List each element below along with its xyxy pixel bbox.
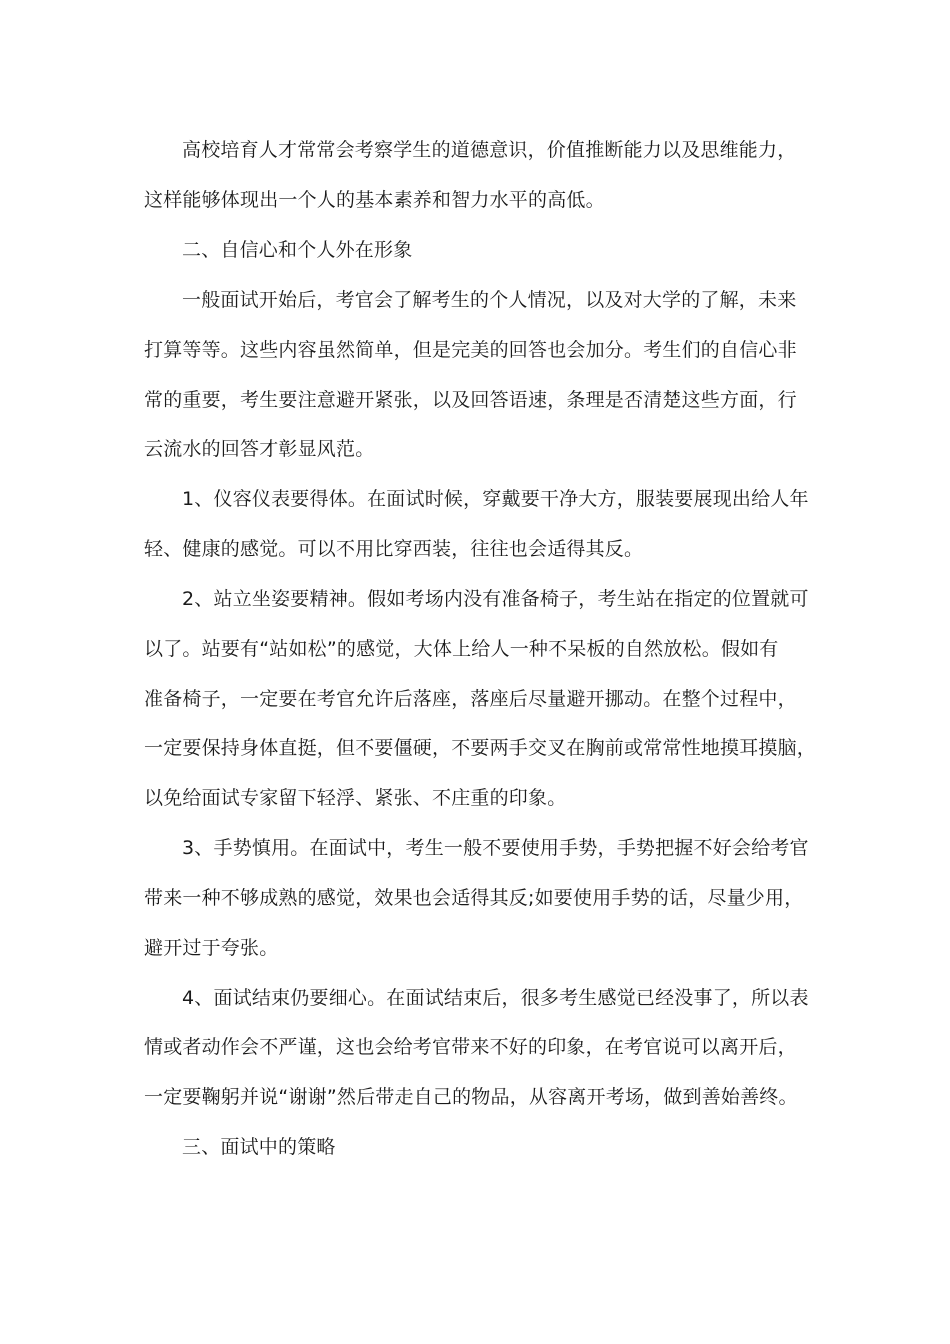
- text-line: 以免给面试专家留下轻浮、紧张、不庄重的印象。: [144, 787, 567, 809]
- text-line: 带来一种不够成熟的感觉，效果也会适得其反;如要使用手势的话，尽量少用，: [144, 887, 804, 909]
- text-line: 准备椅子，一定要在考官允许后落座，落座后尽量避开挪动。在整个过程中，: [144, 688, 797, 710]
- text-line: 常的重要，考生要注意避开紧张，以及回答语速，条理是否清楚这些方面，行: [144, 389, 797, 411]
- list-item-1: 1、仪容仪表要得体。在面试时候，穿戴要干净大方，服装要展现出给人年: [182, 488, 809, 510]
- text-line: 云流水的回答才彰显风范。: [144, 438, 375, 460]
- text-line: 这样能够体现出一个人的基本素养和智力水平的高低。: [144, 189, 605, 211]
- text-line: 轻、健康的感觉。可以不用比穿西装，往往也会适得其反。: [144, 538, 644, 560]
- text-line: 避开过于夸张。: [144, 937, 279, 959]
- text-line: 情或者动作会不严谨，这也会给考官带来不好的印象，在考官说可以离开后，: [144, 1036, 797, 1058]
- text-line: 以了。站要有“站如松”的感觉，大体上给人一种不呆板的自然放松。假如有: [144, 638, 779, 660]
- text-line: 打算等等。这些内容虽然简单，但是完美的回答也会加分。考生们的自信心非: [144, 339, 797, 361]
- text-line: 一般面试开始后，考官会了解考生的个人情况，以及对大学的了解，未来: [182, 289, 797, 311]
- section-heading: 三、面试中的策略: [182, 1136, 336, 1158]
- list-item-4: 4、面试结束仍要细心。在面试结束后，很多考生感觉已经没事了，所以表: [182, 987, 809, 1009]
- text-line: 一定要保持身体直挺，但不要僵硬，不要两手交叉在胸前或常常性地摸耳摸脑，: [144, 737, 817, 759]
- section-heading: 二、自信心和个人外在形象: [182, 239, 413, 261]
- list-item-2: 2、站立坐姿要精神。假如考场内没有准备椅子，考生站在指定的位置就可: [182, 588, 809, 610]
- text-line: 一定要鞠躬并说“谢谢”然后带走自己的物品，从容离开考场，做到善始善终。: [144, 1086, 798, 1108]
- text-line: 高校培育人才常常会考察学生的道德意识，价值推断能力以及思维能力，: [182, 139, 797, 161]
- list-item-3: 3、手势慎用。在面试中，考生一般不要使用手势，手势把握不好会给考官: [182, 837, 809, 859]
